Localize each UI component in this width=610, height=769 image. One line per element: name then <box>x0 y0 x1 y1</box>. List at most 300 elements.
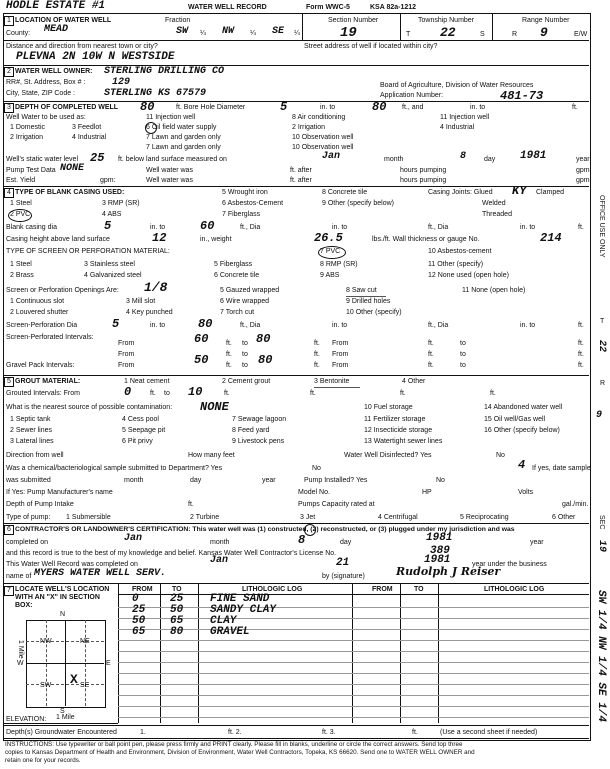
log-to-cell[interactable]: 80 <box>170 626 184 638</box>
grout-option[interactable]: 4 Other <box>402 378 426 385</box>
use-option[interactable]: 10 Observation well <box>292 144 354 151</box>
record-year[interactable]: 1981 <box>424 554 451 566</box>
rule <box>3 375 589 376</box>
screen-option[interactable]: 10 Asbestos-cement <box>428 248 492 255</box>
perf-option[interactable]: 8 Saw cut <box>346 287 377 294</box>
pump-type-option[interactable]: 2 Turbine <box>190 514 220 521</box>
city-value[interactable]: STERLING KS 67579 <box>104 88 207 99</box>
fraction-3[interactable]: SE <box>272 26 285 37</box>
instructions-line-2: copies to Kansas Department of Health and Environment, Division of Environment, Water Well Contractors, Topeka, KS 66620. Send one to WATER WELL OWNER and <box>5 749 475 756</box>
log-description-cell[interactable]: FINE SAND <box>210 593 270 605</box>
ft: ft. <box>400 390 406 397</box>
bore-to-value[interactable]: 80 <box>372 100 387 114</box>
use-option[interactable]: 7 Lawn and garden only <box>146 134 221 141</box>
board-label: Board of Agriculture, Division of Water Resources <box>380 82 534 89</box>
ft: ft. <box>578 322 584 329</box>
screen-option[interactable]: 7 PVC <box>320 248 341 255</box>
locate-heading: LOCATE WELL'S LOCATION WITH AN "X" IN SECTION BOX: <box>15 586 110 609</box>
casing-option[interactable]: 7 Fiberglass <box>222 211 261 218</box>
section-box-line <box>26 663 104 664</box>
screen-option[interactable]: 6 Concrete tile <box>214 272 260 279</box>
blank-to-value[interactable]: 60 <box>200 219 215 233</box>
ft: ft. <box>428 362 434 369</box>
selection-circle <box>8 209 32 222</box>
grid-sw: SW <box>40 682 52 689</box>
range-value[interactable]: 9 <box>540 25 548 40</box>
fraction-label: Fraction <box>165 17 191 24</box>
perf-option[interactable]: 5 Gauzed wrapped <box>220 287 280 294</box>
perf-option[interactable]: 3 Mill slot <box>126 298 156 305</box>
ft: ft. <box>578 362 584 369</box>
business-name-value[interactable]: MYERS WATER WELL SERV. <box>34 568 167 579</box>
section-2-number: 2 <box>4 67 14 77</box>
ft: ft. <box>578 351 584 358</box>
in-to2: in. to <box>470 104 486 111</box>
application-value[interactable]: 481-73 <box>500 89 544 103</box>
gravel-label: Gravel Pack Intervals: <box>6 362 75 369</box>
rule <box>3 186 589 187</box>
screen-option[interactable]: 4 Galvanized steel <box>84 272 142 279</box>
year-label: year <box>262 477 276 484</box>
contam-option[interactable]: 12 Insecticide storage <box>364 427 433 434</box>
casing-option[interactable]: 5 Wrought iron <box>222 189 268 196</box>
month-label: month <box>210 539 230 546</box>
screen-to-value[interactable]: 80 <box>256 332 271 346</box>
use-option[interactable]: 8 Air conditioning <box>292 114 346 121</box>
month-label: month <box>384 156 404 163</box>
no-label[interactable]: No <box>436 477 445 484</box>
wall-thickness-value[interactable]: 214 <box>540 231 562 245</box>
log-description-cell[interactable]: GRAVEL <box>210 626 250 638</box>
side-fraction-vertical: SW 1/4 NW 1/4 SE 1/4 <box>595 590 607 723</box>
perf-option[interactable]: 1 Continuous slot <box>10 298 65 305</box>
contam-option[interactable]: 15 Oil well/Gas well <box>484 416 546 423</box>
quarter-1: ¼ <box>200 30 206 37</box>
from-label: From <box>118 351 135 358</box>
log-title-header: LITHOLOGIC LOG <box>484 586 545 593</box>
screen-option[interactable]: 1 Steel <box>10 261 32 268</box>
from-label: From <box>332 351 349 358</box>
hp-label: HP <box>422 489 432 496</box>
fraction-2[interactable]: NW <box>222 26 235 37</box>
use-option[interactable]: 2 Irrigation <box>10 134 44 141</box>
contam-option[interactable]: 8 Feed yard <box>232 427 270 434</box>
ft-dia: ft., Dia <box>428 322 449 329</box>
distance-value[interactable]: PLEVNA 2N 10W N WESTSIDE <box>16 51 175 63</box>
casing-option[interactable]: 1 Steel <box>10 200 32 207</box>
log-row-line <box>118 684 589 685</box>
casing-option[interactable]: 9 Other (specify below) <box>322 200 394 207</box>
screen-dia-value[interactable]: 5 <box>112 317 120 331</box>
contam-option[interactable]: 1 Septic tank <box>10 416 51 423</box>
office-use-label: OFFICE USE ONLY <box>598 195 605 258</box>
weight-value[interactable]: 26.5 <box>314 231 343 245</box>
ft-dia: ft., Dia <box>240 322 261 329</box>
lbs-label: lbs./ft. Wall thickness or gauge No. <box>372 236 480 243</box>
log-from-cell[interactable]: 25 <box>132 604 146 616</box>
to-label: to <box>460 362 466 369</box>
pump-type-option[interactable]: 3 Jet <box>300 514 316 521</box>
depth-intake-label: Depth of Pump Intake <box>6 501 74 508</box>
pump-type-option[interactable]: 1 Submersible <box>66 514 111 521</box>
ft: ft. <box>314 362 320 369</box>
rule <box>3 583 589 584</box>
divider <box>160 583 161 723</box>
section-box[interactable] <box>26 620 106 708</box>
threaded[interactable]: Threaded <box>482 211 512 218</box>
how-many-label: How many feet <box>188 452 235 459</box>
pump-test-value[interactable]: NONE <box>60 163 85 174</box>
casing-option[interactable]: 8 Concrete tile <box>322 189 368 196</box>
instructions-line-3: retain one for your records. <box>5 757 81 764</box>
log-to-cell[interactable]: 65 <box>170 615 184 627</box>
quarter-3: ¼ <box>294 30 300 37</box>
gpm: gpm <box>576 167 590 174</box>
well-location-x-mark: X <box>70 672 78 687</box>
screen-dia-label: Screen-Perforation Dia <box>6 322 78 329</box>
contam-option[interactable]: 5 Seepage pit <box>122 427 166 434</box>
log-row-line <box>118 640 589 641</box>
grout-option[interactable]: 1 Neat cement <box>124 378 170 385</box>
pump-rest: Well water was <box>146 177 193 184</box>
section-number-label: Section Number <box>328 17 379 24</box>
log-title-header: LITHOLOGIC LOG <box>242 586 303 593</box>
handwritten-heading: HODLE ESTATE #1 <box>6 0 106 12</box>
screen-option[interactable]: 11 Other (specify) <box>428 261 484 268</box>
ft: ft. <box>412 729 418 736</box>
welded[interactable]: Welded <box>482 200 506 207</box>
log-row-line <box>118 706 589 707</box>
casing-option[interactable]: 4 ABS <box>102 211 122 218</box>
use-option[interactable]: 11 Injection well <box>440 114 490 121</box>
side-t: T <box>600 318 605 325</box>
volts-label: Volts <box>518 489 534 496</box>
grout-to-value[interactable]: 10 <box>188 385 203 399</box>
capacity-label: Pumps Capacity rated at <box>298 501 375 508</box>
use-option[interactable]: 3 Feedlot <box>72 124 102 131</box>
ft: ft. <box>428 351 434 358</box>
section-3-number: 3 <box>4 103 14 113</box>
ft: ft. <box>226 362 232 369</box>
cert-line2: and this record is true to the best of my knowledge and belief. Kansas Water Well Contractor's License No. <box>6 550 337 557</box>
compass-s: S <box>60 708 65 715</box>
disinfected-mark[interactable]: 4 <box>518 458 526 472</box>
in-to: in. to <box>520 322 536 329</box>
gw-3: ft. 3. <box>322 729 336 736</box>
no-label[interactable]: No <box>312 465 321 472</box>
ksa-ref: KSA 82a-1212 <box>370 4 417 11</box>
depth-value[interactable]: 80 <box>140 100 155 114</box>
divider <box>302 13 303 40</box>
license-value[interactable]: 389 <box>430 545 450 557</box>
grid-ne: NE <box>80 638 90 645</box>
contam-option[interactable]: 13 Watertight sewer lines <box>364 438 443 445</box>
use-option[interactable]: 4 Industrial <box>440 124 475 131</box>
box-value[interactable]: 129 <box>112 77 131 88</box>
depth-label: DEPTH OF COMPLETED WELL <box>15 104 119 111</box>
grout-from-value[interactable]: 0 <box>124 385 132 399</box>
record-month[interactable]: Jan <box>210 555 229 566</box>
contam-option[interactable]: 10 Fuel storage <box>364 404 413 411</box>
from-label: From <box>118 362 135 369</box>
grout-option[interactable]: 3 Bentonite <box>314 378 350 385</box>
log-row-line <box>118 695 589 696</box>
owner-label: WATER WELL OWNER: <box>15 68 93 75</box>
range-label: Range Number <box>522 17 570 24</box>
year-label: year <box>530 539 544 546</box>
gpm: gpm <box>576 177 590 184</box>
fraction-1[interactable]: SW <box>176 26 189 37</box>
ft-dia: ft., Dia <box>428 224 449 231</box>
gravel-to-value[interactable]: 80 <box>258 353 273 367</box>
month-label: month <box>124 477 144 484</box>
section-box-line <box>26 641 104 642</box>
casing-height-value[interactable]: 12 <box>152 231 167 245</box>
grid-se: SE <box>80 682 90 689</box>
underline-mark <box>346 296 386 297</box>
disinfected-label: Water Well Disinfected? Yes <box>344 452 432 459</box>
use-option[interactable]: 1 Domestic <box>10 124 46 131</box>
hours-pumping: hours pumping <box>400 177 447 184</box>
screen-from-value[interactable]: 60 <box>194 332 209 346</box>
perf-option[interactable]: 7 Torch cut <box>220 309 255 316</box>
casing-heading: TYPE OF BLANK CASING USED: <box>15 189 125 196</box>
casing-option[interactable]: 6 Asbestos-Cement <box>222 200 284 207</box>
gravel-from-value[interactable]: 50 <box>194 353 209 367</box>
screen-option[interactable]: 8 RMP (SR) <box>320 261 358 268</box>
contam-option[interactable]: 9 Livestock pens <box>232 438 285 445</box>
ft: ft. <box>572 104 578 111</box>
compass-e: E <box>106 660 111 667</box>
day-label: day <box>340 539 352 546</box>
rule <box>3 65 589 66</box>
divider <box>198 583 199 723</box>
divider <box>400 583 401 723</box>
used-label: Well Water to be used as: <box>6 114 86 121</box>
joints-label: Casing Joints: Glued <box>428 189 493 196</box>
in-weight: in., weight <box>200 236 232 243</box>
section-box-line <box>26 684 104 685</box>
perf-option[interactable]: 4 Key punched <box>126 309 173 316</box>
screen-option[interactable]: 2 Brass <box>10 272 34 279</box>
log-from-cell[interactable]: 65 <box>132 626 146 638</box>
contam-option[interactable]: 3 Lateral lines <box>10 438 54 445</box>
county-label: County: <box>6 30 31 37</box>
bact-label: Was a chemical/bacteriological sample submitted to Department? Yes <box>6 465 223 472</box>
use-option[interactable]: 10 Observation well <box>292 134 354 141</box>
form-title: WATER WELL RECORD <box>188 4 267 11</box>
owner-value[interactable]: STERLING DRILLING CO <box>104 66 225 77</box>
side-t-value: 22 <box>596 340 607 353</box>
in-to: in. to <box>320 104 336 111</box>
completed-year[interactable]: 1981 <box>426 532 453 544</box>
elevation-label: ELEVATION: <box>6 716 47 723</box>
bore-diameter-value[interactable]: 5 <box>280 100 288 114</box>
one-mile-vertical: 1 Mile <box>17 640 24 659</box>
completed-day[interactable]: 8 <box>298 533 306 547</box>
compass-n: N <box>60 611 66 618</box>
log-from-cell[interactable]: 0 <box>132 593 139 605</box>
year-label: year <box>576 156 590 163</box>
contam-option[interactable]: 14 Abandoned water well <box>484 404 563 411</box>
rule <box>3 40 589 41</box>
if-yes-date: If yes, date sample <box>532 465 591 472</box>
quarter-2: ¼ <box>250 30 256 37</box>
to-label: to <box>460 351 466 358</box>
perf-opening-value[interactable]: 1/8 <box>144 280 168 295</box>
in-to: in. to <box>150 322 166 329</box>
static-value[interactable]: 25 <box>90 151 105 165</box>
rule <box>118 594 589 595</box>
contam-value[interactable]: NONE <box>200 400 229 414</box>
contam-option[interactable]: 4 Cess pool <box>122 416 159 423</box>
ft: ft. <box>490 390 496 397</box>
name-of-label: name of <box>6 573 32 580</box>
township-value[interactable]: 22 <box>440 25 456 40</box>
in-to: in. to <box>520 224 536 231</box>
pump-type-option[interactable]: 4 Centrifugal <box>378 514 418 521</box>
ft: ft. <box>226 351 232 358</box>
perf-option[interactable]: 9 Drilled holes <box>346 298 391 305</box>
use-option[interactable]: 6 Oil field water supply <box>146 124 217 131</box>
blank-dia-label: Blank casing dia <box>6 224 57 231</box>
to-label: to <box>164 390 170 397</box>
blank-dia-value[interactable]: 5 <box>104 219 112 233</box>
ft: ft. <box>188 501 194 508</box>
use-option[interactable]: 7 Lawn and garden only <box>146 144 221 151</box>
use-option[interactable]: 2 Irrigation <box>292 124 326 131</box>
to-label: to <box>242 340 248 347</box>
ft-after: ft. after <box>290 167 312 174</box>
pump-type-option[interactable]: 6 Other <box>552 514 576 521</box>
rule <box>3 523 589 524</box>
divider <box>438 583 439 723</box>
to-label: to <box>242 351 248 358</box>
use-option[interactable]: 4 Industrial <box>72 134 107 141</box>
joint-value[interactable]: KY <box>512 184 527 198</box>
in-to: in. to <box>150 224 166 231</box>
divider <box>118 583 119 723</box>
side-sec: SEC <box>598 515 605 530</box>
r-label: R <box>512 31 518 38</box>
grout-heading: GROUT MATERIAL: <box>15 378 81 385</box>
perf-label: Screen or Perforation Openings Are: <box>6 287 119 294</box>
distance-label: Distance and direction from nearest town or city? <box>6 43 158 50</box>
static-month[interactable]: Jan <box>322 151 341 162</box>
contam-option[interactable]: 11 Fertilizer storage <box>364 416 426 423</box>
ft-and: ft., and <box>402 104 424 111</box>
use-option[interactable]: 11 Injection well <box>146 114 196 121</box>
log-description-cell[interactable]: CLAY <box>210 615 237 627</box>
casing-option[interactable]: 2 PVC <box>10 211 31 218</box>
application-label: Application Number: <box>380 92 444 99</box>
selection-circle <box>304 524 316 536</box>
cert-heading: CONTRACTOR'S OR LANDOWNER'S CERTIFICATION: This water well was (1) constructed, (2) reconstructed, or (3) plugged under my jurisdiction and was <box>15 526 515 533</box>
screen-dia-to-value[interactable]: 80 <box>198 317 213 331</box>
screen-option[interactable]: 9 ABS <box>320 272 340 279</box>
day-label: day <box>484 156 496 163</box>
screen-option[interactable]: 12 None used (open hole) <box>428 272 509 279</box>
signature-value[interactable]: Rudolph J Reiser <box>396 565 501 578</box>
clamped[interactable]: Clamped <box>536 189 565 196</box>
casing-option[interactable]: 3 RMP (SR) <box>102 200 140 207</box>
ft: ft. <box>226 340 232 347</box>
log-row-line <box>118 662 589 663</box>
rule <box>3 101 589 102</box>
county-value[interactable]: MEAD <box>44 24 69 35</box>
ft: ft. <box>578 224 584 231</box>
log-from-header: FROM <box>372 586 393 593</box>
section-box-line <box>85 620 86 706</box>
no-label[interactable]: No <box>496 452 505 459</box>
log-to-cell[interactable]: 25 <box>170 593 184 605</box>
screen-option[interactable]: 3 Stainless steel <box>84 261 135 268</box>
log-from-cell[interactable]: 50 <box>132 615 146 627</box>
perf-option[interactable]: 6 Wire wrapped <box>220 298 270 305</box>
log-description-cell[interactable]: SANDY CLAY <box>210 604 277 616</box>
ft: ft. <box>314 340 320 347</box>
log-from-header: FROM <box>132 586 153 593</box>
to-label: to <box>242 362 248 369</box>
in-to: in. to <box>332 322 348 329</box>
rule <box>3 725 589 726</box>
ft-after: ft. after <box>290 177 312 184</box>
log-row-line <box>118 673 589 674</box>
direction-label: Direction from well <box>6 452 64 459</box>
divider <box>492 13 493 40</box>
contam-option[interactable]: 2 Sewer lines <box>10 427 53 434</box>
contam-option[interactable]: 16 Other (specify below) <box>484 427 560 434</box>
second-sheet-note: (Use a second sheet if needed) <box>440 729 538 736</box>
screen-option[interactable]: 5 Fiberglass <box>214 261 253 268</box>
log-to-cell[interactable]: 50 <box>170 604 184 616</box>
grouted-label: Grouted Intervals: From <box>6 390 80 397</box>
ft: ft. <box>428 340 434 347</box>
contam-option[interactable]: 7 Sewage lagoon <box>232 416 287 423</box>
perf-option[interactable]: 10 Other (specify) <box>346 309 402 316</box>
pump-test-label: Pump Test Data <box>6 167 56 174</box>
section-number-value[interactable]: 19 <box>340 25 357 41</box>
record-day[interactable]: 21 <box>336 557 350 569</box>
from-label: From <box>332 362 349 369</box>
ft: ft. <box>310 390 316 397</box>
pump-type-option[interactable]: 5 Reciprocating <box>460 514 509 521</box>
township-label: Township Number <box>418 17 475 24</box>
completed-on-label: completed on <box>6 539 49 546</box>
divider <box>352 583 353 723</box>
completed-month[interactable]: Jan <box>124 533 143 544</box>
log-row-line <box>118 607 589 608</box>
gal-min: gal./min. <box>562 501 589 508</box>
gw-1: 1. <box>140 729 146 736</box>
static-year[interactable]: 1981 <box>520 150 547 162</box>
s-label: S <box>480 31 485 38</box>
business-under: year under the business <box>472 561 547 568</box>
from-label: From <box>332 340 349 347</box>
contam-option[interactable]: 6 Pit privy <box>122 438 153 445</box>
perf-option[interactable]: 11 None (open hole) <box>462 287 526 294</box>
underline-mark <box>314 387 360 388</box>
section-1-number: 1 <box>4 16 14 26</box>
to-label: to <box>460 340 466 347</box>
street-label: Street address of well if located within city? <box>304 43 438 50</box>
divider <box>400 13 401 40</box>
grout-option[interactable]: 2 Cement grout <box>222 378 271 385</box>
perf-option[interactable]: 2 Louvered shutter <box>10 309 69 316</box>
static-day[interactable]: 8 <box>460 151 467 162</box>
log-to-header: TO <box>414 586 424 593</box>
side-r-value: 9 <box>596 410 603 421</box>
